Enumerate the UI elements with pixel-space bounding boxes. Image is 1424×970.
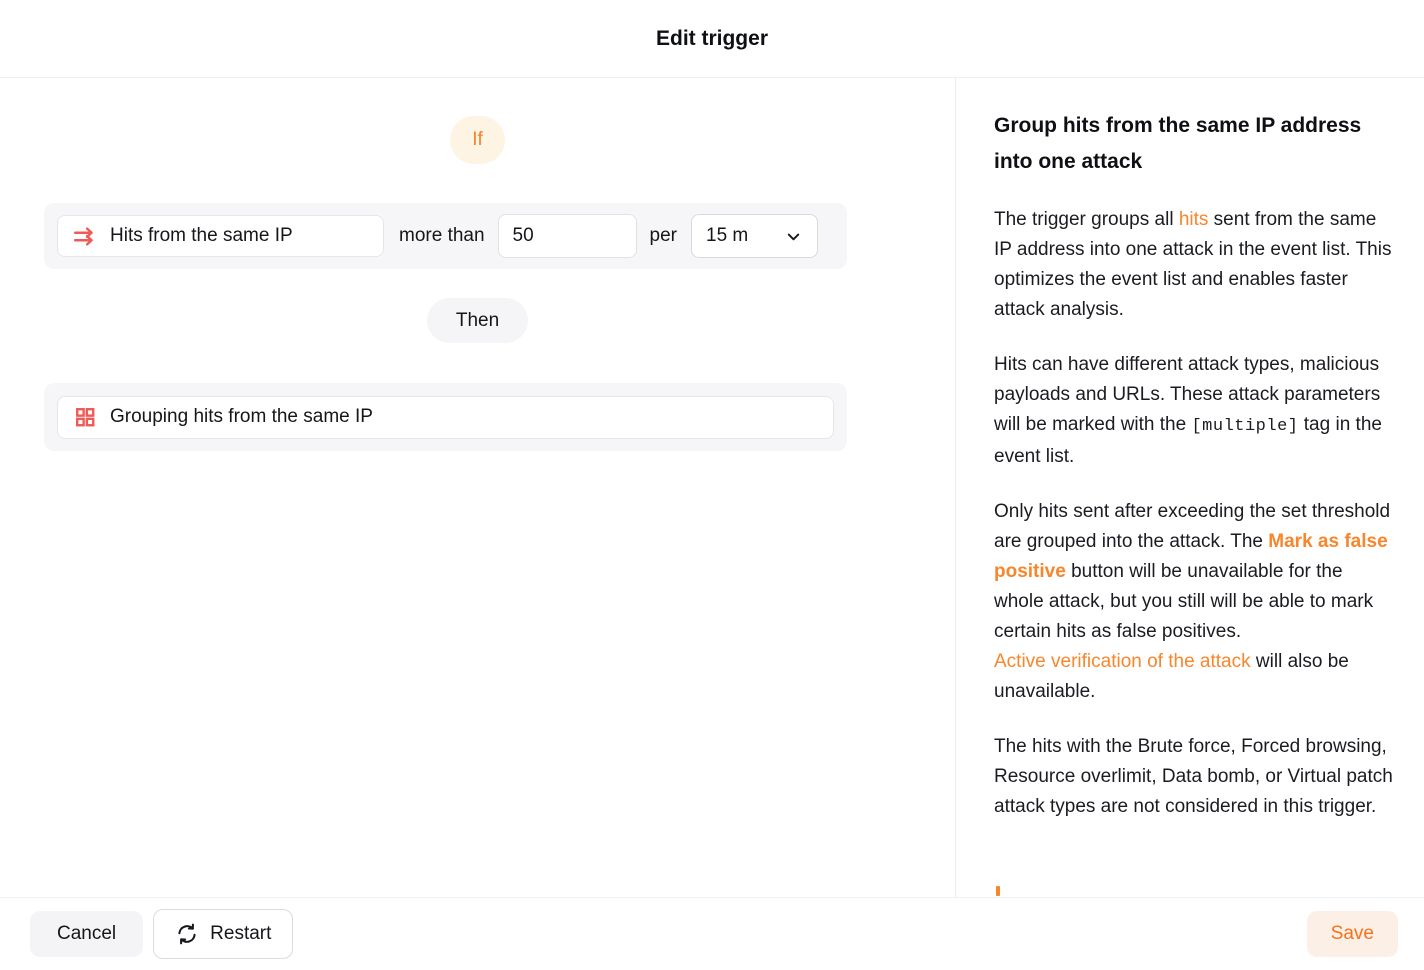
multiple-tag-code: [multiple] xyxy=(1191,417,1299,436)
then-badge-label: Then xyxy=(455,309,500,331)
help-p1-text: The trigger groups all xyxy=(994,209,1179,230)
refresh-icon xyxy=(175,922,199,946)
if-pill-row xyxy=(0,78,955,164)
cancel-button-label: Cancel xyxy=(57,923,117,944)
help-p3-text-2: button will be unavailable for the whole attack, but you still will be able to mark certain hits as false positives. xyxy=(994,561,1374,642)
condition-metric-select[interactable] xyxy=(57,215,384,257)
active-verification-link[interactable]: Active verification of the attack xyxy=(994,651,1251,672)
mark-as-false-positive-link[interactable]: Mark as false positive xyxy=(994,531,1388,582)
then-badge xyxy=(427,298,528,343)
clipped-link-fragment[interactable] xyxy=(996,886,1000,896)
save-button[interactable] xyxy=(1307,911,1398,957)
dialog-footer xyxy=(0,897,1424,970)
help-paragraph-2 xyxy=(994,350,1396,472)
interval-select[interactable] xyxy=(691,214,818,258)
help-panel xyxy=(956,78,1424,897)
cancel-button[interactable] xyxy=(30,911,143,957)
dialog-body xyxy=(0,78,1424,897)
help-p1-text-2: sent from the same IP address into one attack in the event list. This optimizes the event list and enables faster attack analysis. xyxy=(994,209,1392,320)
if-badge xyxy=(450,116,505,164)
action-select[interactable] xyxy=(57,396,834,439)
help-paragraph-1 xyxy=(994,205,1396,325)
condition-metric-value: Hits from the same IP xyxy=(110,225,293,246)
then-pill-row xyxy=(0,269,955,343)
save-button-label: Save xyxy=(1330,923,1374,944)
action-row xyxy=(44,383,847,451)
double-arrow-right-icon xyxy=(72,224,97,249)
help-paragraph-3 xyxy=(994,497,1396,707)
chevron-down-icon xyxy=(784,227,803,246)
if-badge-label: If xyxy=(472,129,483,150)
per-label: per xyxy=(649,225,678,246)
help-p2-text: Hits can have different attack types, malicious payloads and URLs. These attack parameters will be marked with the xyxy=(994,354,1381,435)
help-title: Group hits from the same IP address into one attack xyxy=(994,114,1362,173)
grid-icon xyxy=(74,406,96,428)
hits-link[interactable]: hits xyxy=(1178,209,1209,230)
dialog-title: Edit trigger xyxy=(655,26,768,50)
help-p2-text-2: tag in the event list. xyxy=(994,414,1382,467)
help-p3-text-3: will also be unavailable. xyxy=(994,651,1349,702)
restart-button[interactable] xyxy=(153,909,293,959)
dialog-header xyxy=(0,0,1424,78)
comparator-label: more than xyxy=(399,225,485,246)
help-p3-text: Only hits sent after exceeding the set threshold are grouped into the attack. The xyxy=(994,501,1391,552)
threshold-input[interactable] xyxy=(498,214,637,258)
help-paragraph-4: The hits with the Brute force, Forced browsing, Resource overlimit, Data bomb, or Virtual patch attack types are not considered in this trigger. xyxy=(994,736,1393,817)
action-value: Grouping hits from the same IP xyxy=(110,406,373,427)
restart-button-label: Restart xyxy=(210,923,272,944)
condition-row xyxy=(44,203,847,269)
trigger-builder-panel xyxy=(0,78,956,897)
interval-value: 15 m xyxy=(706,225,749,246)
